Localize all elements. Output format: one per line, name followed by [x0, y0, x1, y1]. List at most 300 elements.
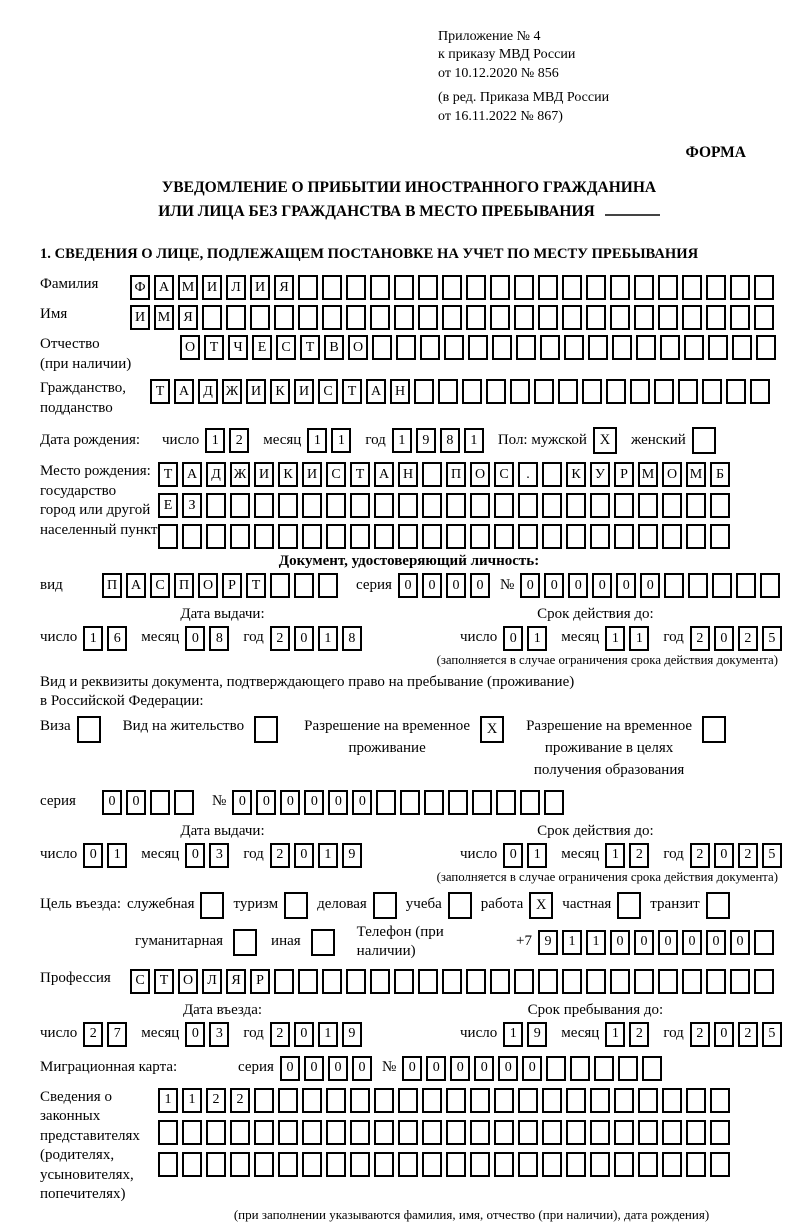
char-cell[interactable]: 2 — [690, 1022, 710, 1047]
char-cell[interactable] — [318, 573, 338, 598]
char-cell[interactable] — [400, 790, 420, 815]
char-cell[interactable]: 0 — [544, 573, 564, 598]
char-cell[interactable] — [754, 969, 774, 994]
char-cell[interactable] — [278, 524, 298, 549]
char-cell[interactable] — [254, 524, 274, 549]
char-cell[interactable] — [542, 1120, 562, 1145]
char-cell[interactable] — [442, 275, 462, 300]
char-cell[interactable]: 0 — [294, 1022, 314, 1047]
char-cell[interactable] — [546, 1056, 566, 1081]
char-cell[interactable] — [158, 1120, 178, 1145]
char-cell[interactable]: 2 — [229, 428, 249, 453]
char-cell[interactable] — [610, 305, 630, 330]
char-cell[interactable] — [466, 969, 486, 994]
char-cell[interactable]: 0 — [682, 930, 702, 955]
char-cell[interactable]: П — [102, 573, 122, 598]
char-cell[interactable] — [710, 493, 730, 518]
char-cell[interactable]: И — [254, 462, 274, 487]
char-cell[interactable]: 1 — [605, 626, 625, 651]
char-cell[interactable] — [394, 305, 414, 330]
char-cell[interactable] — [420, 335, 440, 360]
char-cell[interactable]: Я — [178, 305, 198, 330]
visa-checkbox[interactable] — [77, 716, 101, 743]
char-cell[interactable]: Р — [222, 573, 242, 598]
purpose-private-checkbox[interactable] — [617, 892, 641, 919]
char-cell[interactable] — [590, 524, 610, 549]
char-cell[interactable] — [614, 524, 634, 549]
char-cell[interactable] — [302, 524, 322, 549]
char-cell[interactable]: П — [446, 462, 466, 487]
char-cell[interactable]: 0 — [280, 1056, 300, 1081]
char-cell[interactable] — [470, 493, 490, 518]
char-cell[interactable] — [660, 335, 680, 360]
char-cell[interactable]: Я — [226, 969, 246, 994]
char-cell[interactable] — [374, 493, 394, 518]
char-cell[interactable] — [442, 305, 462, 330]
char-cell[interactable] — [486, 379, 506, 404]
char-cell[interactable] — [614, 493, 634, 518]
char-cell[interactable]: 2 — [629, 1022, 649, 1047]
char-cell[interactable] — [710, 1120, 730, 1145]
char-cell[interactable] — [202, 305, 222, 330]
char-cell[interactable] — [418, 305, 438, 330]
char-cell[interactable] — [446, 1152, 466, 1177]
char-cell[interactable]: Е — [252, 335, 272, 360]
char-cell[interactable]: 0 — [568, 573, 588, 598]
char-cell[interactable] — [326, 1120, 346, 1145]
char-cell[interactable] — [422, 1088, 442, 1113]
char-cell[interactable] — [396, 335, 416, 360]
char-cell[interactable]: 1 — [158, 1088, 178, 1113]
char-cell[interactable]: 1 — [331, 428, 351, 453]
char-cell[interactable]: 1 — [562, 930, 582, 955]
char-cell[interactable] — [730, 305, 750, 330]
char-cell[interactable] — [294, 573, 314, 598]
char-cell[interactable] — [682, 275, 702, 300]
char-cell[interactable] — [302, 1088, 322, 1113]
char-cell[interactable] — [374, 524, 394, 549]
char-cell[interactable]: 1 — [392, 428, 412, 453]
char-cell[interactable]: И — [130, 305, 150, 330]
char-cell[interactable]: 2 — [270, 626, 290, 651]
char-cell[interactable] — [710, 524, 730, 549]
char-cell[interactable] — [394, 275, 414, 300]
char-cell[interactable]: И — [202, 275, 222, 300]
char-cell[interactable] — [686, 1088, 706, 1113]
char-cell[interactable] — [230, 493, 250, 518]
char-cell[interactable] — [736, 573, 756, 598]
char-cell[interactable] — [322, 969, 342, 994]
char-cell[interactable] — [468, 335, 488, 360]
char-cell[interactable]: 2 — [738, 843, 758, 868]
char-cell[interactable] — [542, 1088, 562, 1113]
char-cell[interactable]: 1 — [605, 1022, 625, 1047]
char-cell[interactable] — [538, 969, 558, 994]
char-cell[interactable] — [394, 969, 414, 994]
char-cell[interactable] — [422, 1152, 442, 1177]
char-cell[interactable] — [158, 524, 178, 549]
char-cell[interactable] — [470, 1152, 490, 1177]
char-cell[interactable]: 0 — [498, 1056, 518, 1081]
char-cell[interactable]: С — [276, 335, 296, 360]
char-cell[interactable]: И — [294, 379, 314, 404]
char-cell[interactable]: Е — [158, 493, 178, 518]
char-cell[interactable]: С — [494, 462, 514, 487]
char-cell[interactable]: 0 — [503, 626, 523, 651]
char-cell[interactable] — [534, 379, 554, 404]
char-cell[interactable]: 9 — [342, 843, 362, 868]
char-cell[interactable]: 0 — [714, 626, 734, 651]
char-cell[interactable] — [350, 1152, 370, 1177]
char-cell[interactable] — [254, 1152, 274, 1177]
char-cell[interactable] — [638, 1088, 658, 1113]
char-cell[interactable]: Т — [204, 335, 224, 360]
char-cell[interactable] — [618, 1056, 638, 1081]
char-cell[interactable]: 1 — [107, 843, 127, 868]
char-cell[interactable]: И — [246, 379, 266, 404]
char-cell[interactable] — [274, 969, 294, 994]
char-cell[interactable] — [346, 969, 366, 994]
char-cell[interactable] — [422, 462, 442, 487]
char-cell[interactable]: Р — [614, 462, 634, 487]
temp-residence-education-checkbox[interactable] — [702, 716, 726, 743]
char-cell[interactable]: А — [374, 462, 394, 487]
char-cell[interactable]: И — [302, 462, 322, 487]
char-cell[interactable] — [686, 1152, 706, 1177]
char-cell[interactable]: 2 — [690, 626, 710, 651]
char-cell[interactable]: А — [126, 573, 146, 598]
char-cell[interactable]: 0 — [616, 573, 636, 598]
char-cell[interactable]: 3 — [209, 1022, 229, 1047]
char-cell[interactable]: 0 — [422, 573, 442, 598]
char-cell[interactable] — [370, 275, 390, 300]
char-cell[interactable] — [270, 573, 290, 598]
char-cell[interactable]: 0 — [304, 790, 324, 815]
char-cell[interactable] — [570, 1056, 590, 1081]
char-cell[interactable] — [448, 790, 468, 815]
char-cell[interactable] — [350, 524, 370, 549]
char-cell[interactable] — [542, 1152, 562, 1177]
char-cell[interactable]: 1 — [83, 626, 103, 651]
char-cell[interactable]: 1 — [205, 428, 225, 453]
char-cell[interactable]: 2 — [83, 1022, 103, 1047]
char-cell[interactable] — [398, 524, 418, 549]
char-cell[interactable]: 0 — [352, 790, 372, 815]
char-cell[interactable] — [230, 524, 250, 549]
char-cell[interactable] — [756, 335, 776, 360]
char-cell[interactable] — [462, 379, 482, 404]
char-cell[interactable] — [750, 379, 770, 404]
char-cell[interactable] — [664, 573, 684, 598]
char-cell[interactable]: Т — [154, 969, 174, 994]
char-cell[interactable] — [566, 1120, 586, 1145]
char-cell[interactable] — [424, 790, 444, 815]
char-cell[interactable] — [542, 524, 562, 549]
char-cell[interactable] — [612, 335, 632, 360]
char-cell[interactable] — [638, 524, 658, 549]
char-cell[interactable] — [510, 379, 530, 404]
char-cell[interactable] — [298, 969, 318, 994]
char-cell[interactable] — [566, 493, 586, 518]
char-cell[interactable] — [614, 1088, 634, 1113]
char-cell[interactable] — [446, 524, 466, 549]
char-cell[interactable]: М — [638, 462, 658, 487]
char-cell[interactable] — [662, 493, 682, 518]
char-cell[interactable]: 0 — [474, 1056, 494, 1081]
char-cell[interactable] — [376, 790, 396, 815]
char-cell[interactable] — [684, 335, 704, 360]
purpose-work-checkbox[interactable]: X — [529, 892, 553, 919]
char-cell[interactable] — [638, 1152, 658, 1177]
char-cell[interactable] — [662, 1152, 682, 1177]
char-cell[interactable]: С — [318, 379, 338, 404]
char-cell[interactable] — [298, 275, 318, 300]
char-cell[interactable]: 0 — [522, 1056, 542, 1081]
char-cell[interactable] — [326, 1088, 346, 1113]
char-cell[interactable]: Т — [158, 462, 178, 487]
char-cell[interactable] — [636, 335, 656, 360]
char-cell[interactable]: 0 — [714, 843, 734, 868]
char-cell[interactable] — [754, 930, 774, 955]
char-cell[interactable]: 0 — [610, 930, 630, 955]
char-cell[interactable] — [586, 305, 606, 330]
char-cell[interactable]: 2 — [270, 843, 290, 868]
char-cell[interactable]: 9 — [538, 930, 558, 955]
char-cell[interactable]: 1 — [527, 626, 547, 651]
temp-residence-checkbox[interactable]: X — [480, 716, 504, 743]
char-cell[interactable] — [490, 305, 510, 330]
char-cell[interactable] — [634, 969, 654, 994]
char-cell[interactable] — [374, 1120, 394, 1145]
char-cell[interactable] — [446, 1088, 466, 1113]
char-cell[interactable]: Т — [300, 335, 320, 360]
char-cell[interactable]: 0 — [185, 1022, 205, 1047]
char-cell[interactable]: 0 — [83, 843, 103, 868]
char-cell[interactable]: 2 — [206, 1088, 226, 1113]
char-cell[interactable] — [518, 1088, 538, 1113]
char-cell[interactable]: 0 — [256, 790, 276, 815]
char-cell[interactable]: 1 — [629, 626, 649, 651]
char-cell[interactable] — [182, 1120, 202, 1145]
char-cell[interactable] — [254, 493, 274, 518]
char-cell[interactable]: М — [178, 275, 198, 300]
char-cell[interactable]: З — [182, 493, 202, 518]
char-cell[interactable]: 8 — [440, 428, 460, 453]
char-cell[interactable] — [322, 305, 342, 330]
char-cell[interactable]: 0 — [730, 930, 750, 955]
char-cell[interactable] — [688, 573, 708, 598]
char-cell[interactable] — [678, 379, 698, 404]
char-cell[interactable] — [638, 493, 658, 518]
char-cell[interactable]: 0 — [426, 1056, 446, 1081]
char-cell[interactable] — [182, 524, 202, 549]
char-cell[interactable] — [682, 969, 702, 994]
char-cell[interactable]: 0 — [304, 1056, 324, 1081]
char-cell[interactable] — [494, 1088, 514, 1113]
char-cell[interactable]: 0 — [328, 790, 348, 815]
char-cell[interactable]: 0 — [706, 930, 726, 955]
char-cell[interactable] — [590, 1088, 610, 1113]
char-cell[interactable]: 2 — [690, 843, 710, 868]
char-cell[interactable] — [494, 524, 514, 549]
char-cell[interactable]: С — [130, 969, 150, 994]
char-cell[interactable] — [638, 1120, 658, 1145]
char-cell[interactable] — [520, 790, 540, 815]
char-cell[interactable] — [614, 1120, 634, 1145]
char-cell[interactable]: 0 — [402, 1056, 422, 1081]
char-cell[interactable]: В — [324, 335, 344, 360]
char-cell[interactable]: 1 — [464, 428, 484, 453]
char-cell[interactable]: У — [590, 462, 610, 487]
char-cell[interactable]: 1 — [318, 1022, 338, 1047]
char-cell[interactable] — [518, 493, 538, 518]
char-cell[interactable]: О — [178, 969, 198, 994]
char-cell[interactable] — [494, 1120, 514, 1145]
char-cell[interactable]: П — [174, 573, 194, 598]
char-cell[interactable]: Т — [350, 462, 370, 487]
char-cell[interactable]: О — [180, 335, 200, 360]
char-cell[interactable] — [566, 1088, 586, 1113]
char-cell[interactable] — [558, 379, 578, 404]
char-cell[interactable]: 8 — [342, 626, 362, 651]
char-cell[interactable]: 0 — [352, 1056, 372, 1081]
char-cell[interactable]: И — [250, 275, 270, 300]
char-cell[interactable] — [374, 1152, 394, 1177]
char-cell[interactable]: 2 — [629, 843, 649, 868]
char-cell[interactable] — [206, 1120, 226, 1145]
char-cell[interactable] — [254, 1120, 274, 1145]
char-cell[interactable]: 0 — [503, 843, 523, 868]
char-cell[interactable]: 0 — [640, 573, 660, 598]
char-cell[interactable]: 0 — [658, 930, 678, 955]
char-cell[interactable]: Я — [274, 275, 294, 300]
char-cell[interactable] — [446, 493, 466, 518]
char-cell[interactable] — [490, 275, 510, 300]
char-cell[interactable]: С — [326, 462, 346, 487]
char-cell[interactable] — [590, 1152, 610, 1177]
char-cell[interactable] — [278, 1152, 298, 1177]
char-cell[interactable] — [586, 275, 606, 300]
char-cell[interactable] — [710, 1088, 730, 1113]
char-cell[interactable] — [150, 790, 170, 815]
char-cell[interactable] — [754, 305, 774, 330]
char-cell[interactable] — [732, 335, 752, 360]
char-cell[interactable]: А — [182, 462, 202, 487]
purpose-other-checkbox[interactable] — [311, 929, 335, 956]
char-cell[interactable] — [562, 969, 582, 994]
char-cell[interactable]: 2 — [738, 626, 758, 651]
char-cell[interactable]: Н — [398, 462, 418, 487]
char-cell[interactable] — [710, 1152, 730, 1177]
char-cell[interactable] — [582, 379, 602, 404]
char-cell[interactable] — [302, 1120, 322, 1145]
char-cell[interactable]: Н — [390, 379, 410, 404]
char-cell[interactable] — [226, 305, 246, 330]
char-cell[interactable]: 0 — [450, 1056, 470, 1081]
char-cell[interactable] — [350, 1088, 370, 1113]
char-cell[interactable]: 0 — [102, 790, 122, 815]
char-cell[interactable] — [490, 969, 510, 994]
char-cell[interactable] — [250, 305, 270, 330]
char-cell[interactable]: 2 — [230, 1088, 250, 1113]
char-cell[interactable]: 1 — [586, 930, 606, 955]
char-cell[interactable] — [610, 275, 630, 300]
char-cell[interactable] — [496, 790, 516, 815]
char-cell[interactable] — [494, 493, 514, 518]
char-cell[interactable]: 5 — [762, 843, 782, 868]
purpose-business-checkbox[interactable] — [373, 892, 397, 919]
char-cell[interactable] — [492, 335, 512, 360]
char-cell[interactable] — [662, 524, 682, 549]
char-cell[interactable] — [662, 1120, 682, 1145]
char-cell[interactable]: Р — [250, 969, 270, 994]
char-cell[interactable] — [350, 1120, 370, 1145]
purpose-tourism-checkbox[interactable] — [284, 892, 308, 919]
char-cell[interactable]: М — [154, 305, 174, 330]
char-cell[interactable]: 2 — [270, 1022, 290, 1047]
char-cell[interactable] — [610, 969, 630, 994]
char-cell[interactable]: Ч — [228, 335, 248, 360]
char-cell[interactable] — [206, 493, 226, 518]
char-cell[interactable]: 0 — [294, 843, 314, 868]
char-cell[interactable] — [174, 790, 194, 815]
char-cell[interactable] — [346, 275, 366, 300]
char-cell[interactable] — [470, 1120, 490, 1145]
char-cell[interactable] — [514, 275, 534, 300]
char-cell[interactable]: К — [278, 462, 298, 487]
char-cell[interactable] — [326, 524, 346, 549]
char-cell[interactable] — [588, 335, 608, 360]
char-cell[interactable] — [642, 1056, 662, 1081]
char-cell[interactable] — [278, 1120, 298, 1145]
char-cell[interactable] — [398, 1088, 418, 1113]
purpose-transit-checkbox[interactable] — [706, 892, 730, 919]
char-cell[interactable]: 1 — [503, 1022, 523, 1047]
char-cell[interactable]: А — [174, 379, 194, 404]
char-cell[interactable]: 7 — [107, 1022, 127, 1047]
char-cell[interactable]: Д — [198, 379, 218, 404]
char-cell[interactable]: 0 — [634, 930, 654, 955]
char-cell[interactable]: 1 — [318, 843, 338, 868]
char-cell[interactable] — [630, 379, 650, 404]
char-cell[interactable]: 0 — [470, 573, 490, 598]
char-cell[interactable] — [182, 1152, 202, 1177]
char-cell[interactable] — [466, 305, 486, 330]
char-cell[interactable] — [594, 1056, 614, 1081]
char-cell[interactable] — [686, 493, 706, 518]
char-cell[interactable]: К — [566, 462, 586, 487]
char-cell[interactable] — [566, 524, 586, 549]
char-cell[interactable] — [730, 275, 750, 300]
char-cell[interactable] — [662, 1088, 682, 1113]
char-cell[interactable]: М — [686, 462, 706, 487]
char-cell[interactable] — [230, 1152, 250, 1177]
char-cell[interactable]: Ж — [222, 379, 242, 404]
char-cell[interactable] — [562, 305, 582, 330]
char-cell[interactable]: Б — [710, 462, 730, 487]
char-cell[interactable]: 5 — [762, 1022, 782, 1047]
char-cell[interactable] — [634, 305, 654, 330]
char-cell[interactable] — [398, 1120, 418, 1145]
purpose-official-checkbox[interactable] — [200, 892, 224, 919]
char-cell[interactable]: Ф — [130, 275, 150, 300]
char-cell[interactable] — [634, 275, 654, 300]
char-cell[interactable] — [614, 1152, 634, 1177]
char-cell[interactable]: 1 — [605, 843, 625, 868]
char-cell[interactable] — [518, 1152, 538, 1177]
char-cell[interactable]: А — [154, 275, 174, 300]
char-cell[interactable]: Т — [150, 379, 170, 404]
